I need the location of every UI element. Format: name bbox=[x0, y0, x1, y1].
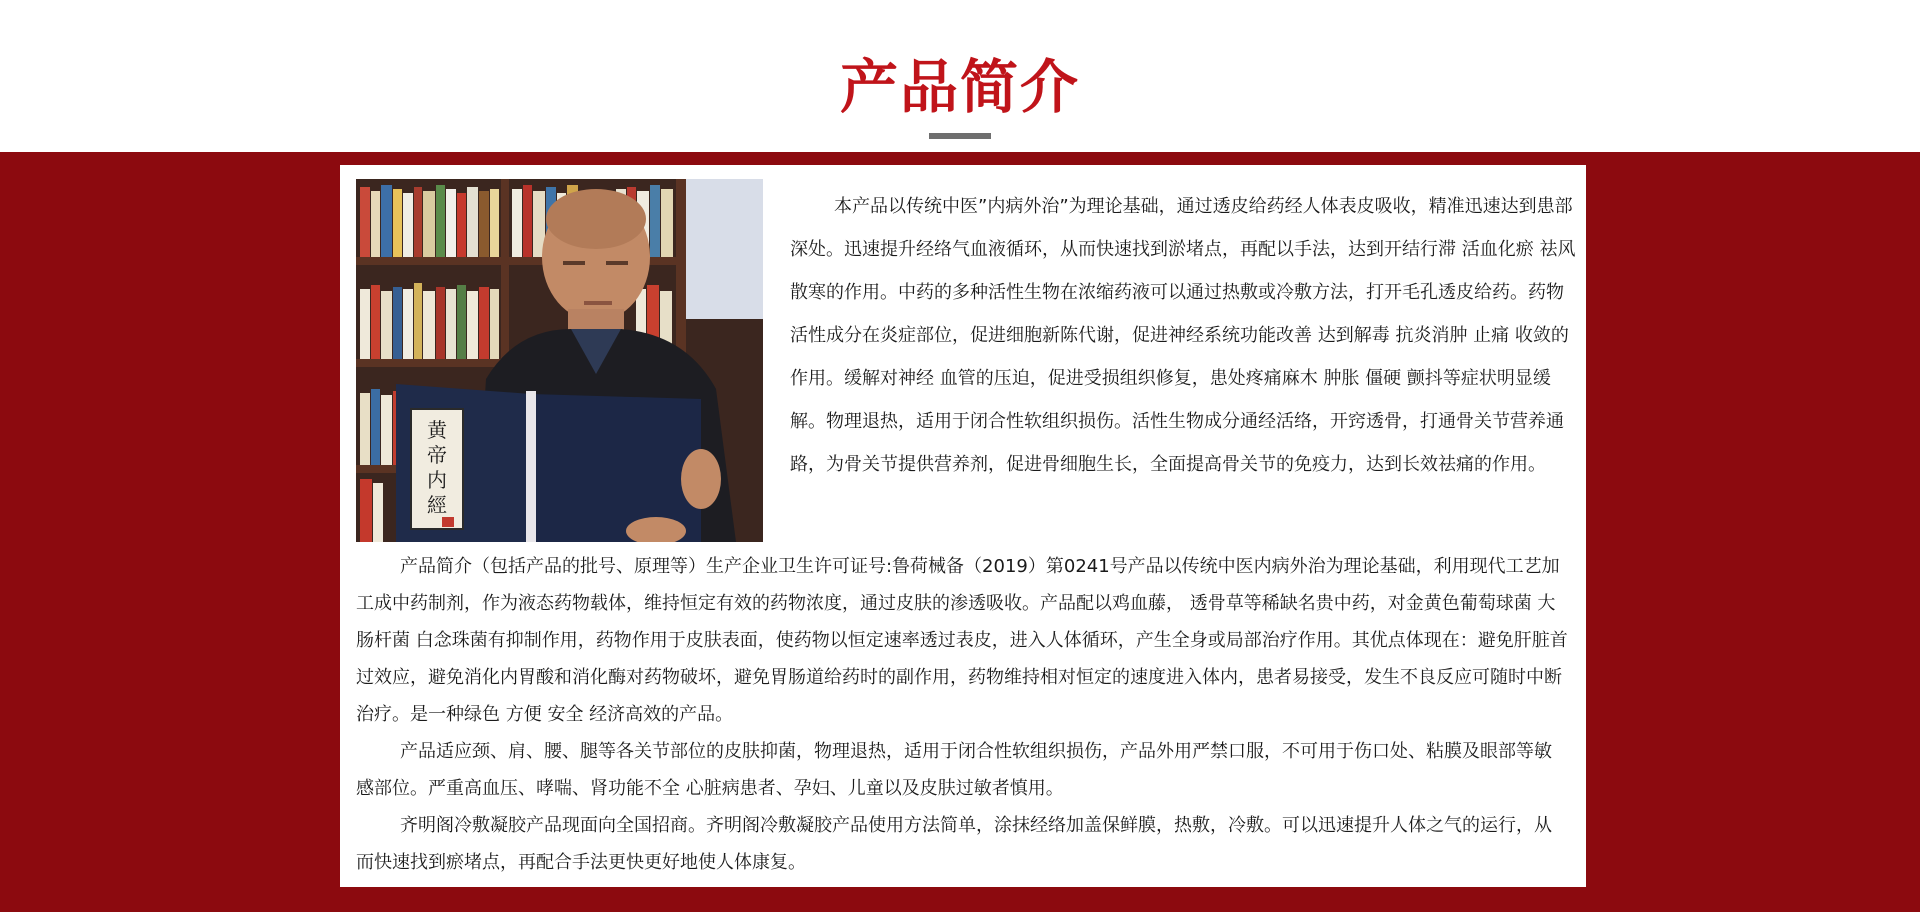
svg-text:黄: 黄 bbox=[427, 418, 447, 442]
investment-paragraph: 齐明阁冷敷凝胶产品现面向全国招商。齐明阁冷敷凝胶产品使用方法简单，涂抹经络加盖保鲜膜，热敷，冷敷。可以迅速提升人体之气的运行，从而快速找到瘀堵点，再配合手法更快更好地使人体康复。 bbox=[356, 815, 1552, 873]
content-card bbox=[340, 165, 1586, 887]
svg-text:帝: 帝 bbox=[427, 443, 447, 467]
svg-text:經: 經 bbox=[427, 493, 447, 517]
photo-illustration bbox=[356, 179, 763, 542]
intro-paragraph: 本产品以传统中医”内病外治”为理论基础，通过透皮给药经人体表皮吸收，精准迅速达到患部深处。迅速提升经络气血液循环，从而快速找到淤堵点，再配以手法，达到开结行滞 活血化瘀 祛风散寒的作用。中药的多种活性生物在浓缩药液可以通过热敷或冷敷方法，打开毛孔透皮给药。药物活性成分在炎症部位，促进细胞新陈代谢，促进神经系统功能改善 达到解毒 抗炎消肿 止痛 收敛的作用。缓解对神经 血管的压迫，促进受损组织修复，患处疼痛麻木 肿胀 僵硬 颤抖等症状明显缓解。物理退热，适用于闭合性软组织损伤。活性生物成分通经活络，开窍透骨，打通骨关节营养通路，为骨关节提供营养剂，促进骨细胞生长，全面提高骨关节的免疫力，达到长效祛痛的作用。 bbox=[790, 196, 1576, 475]
header-section bbox=[0, 0, 1920, 152]
svg-text:内: 内 bbox=[427, 468, 447, 492]
product-description-paragraph: 产品简介（包括产品的批号、原理等）生产企业卫生许可证号:鲁荷械备（2019）第0241号产品以传统中医内病外治为理论基础，利用现代工艺加工成中药制剂，作为液态药物载体，维持恒定有效的药物浓度，通过皮肤的渗透吸收。产品配以鸡血藤， 透骨草等稀缺名贵中药，对金黄色葡萄球菌 大肠杆菌 白念珠菌有抑制作用，药物作用于皮肤表面，使药物以恒定速率透过表皮，进入人体循环，产生全身或局部治疗作用。其优点体现在：避免肝脏首过效应，避免消化内胃酸和消化酶对药物破坏，避免胃肠道给药时的副作用，药物维持相对恒定的速度进入体内，患者易接受，发生不良反应可随时中断治疗。是一种绿色 方便 安全 经济高效的产品。 bbox=[356, 556, 1568, 725]
product-photo bbox=[356, 179, 763, 542]
page-title: 产品简介 bbox=[839, 53, 1080, 121]
body-text bbox=[356, 548, 1568, 881]
title-underline bbox=[929, 133, 991, 139]
indications-paragraph: 产品适应颈、肩、腰、腿等各关节部位的皮肤抑菌，物理退热，适用于闭合性软组织损伤，产品外用严禁口服，不可用于伤口处、粘膜及眼部等敏感部位。严重高血压、哮喘、肾功能不全 心脏病患者、孕妇、儿童以及皮肤过敏者慎用。 bbox=[356, 741, 1552, 799]
